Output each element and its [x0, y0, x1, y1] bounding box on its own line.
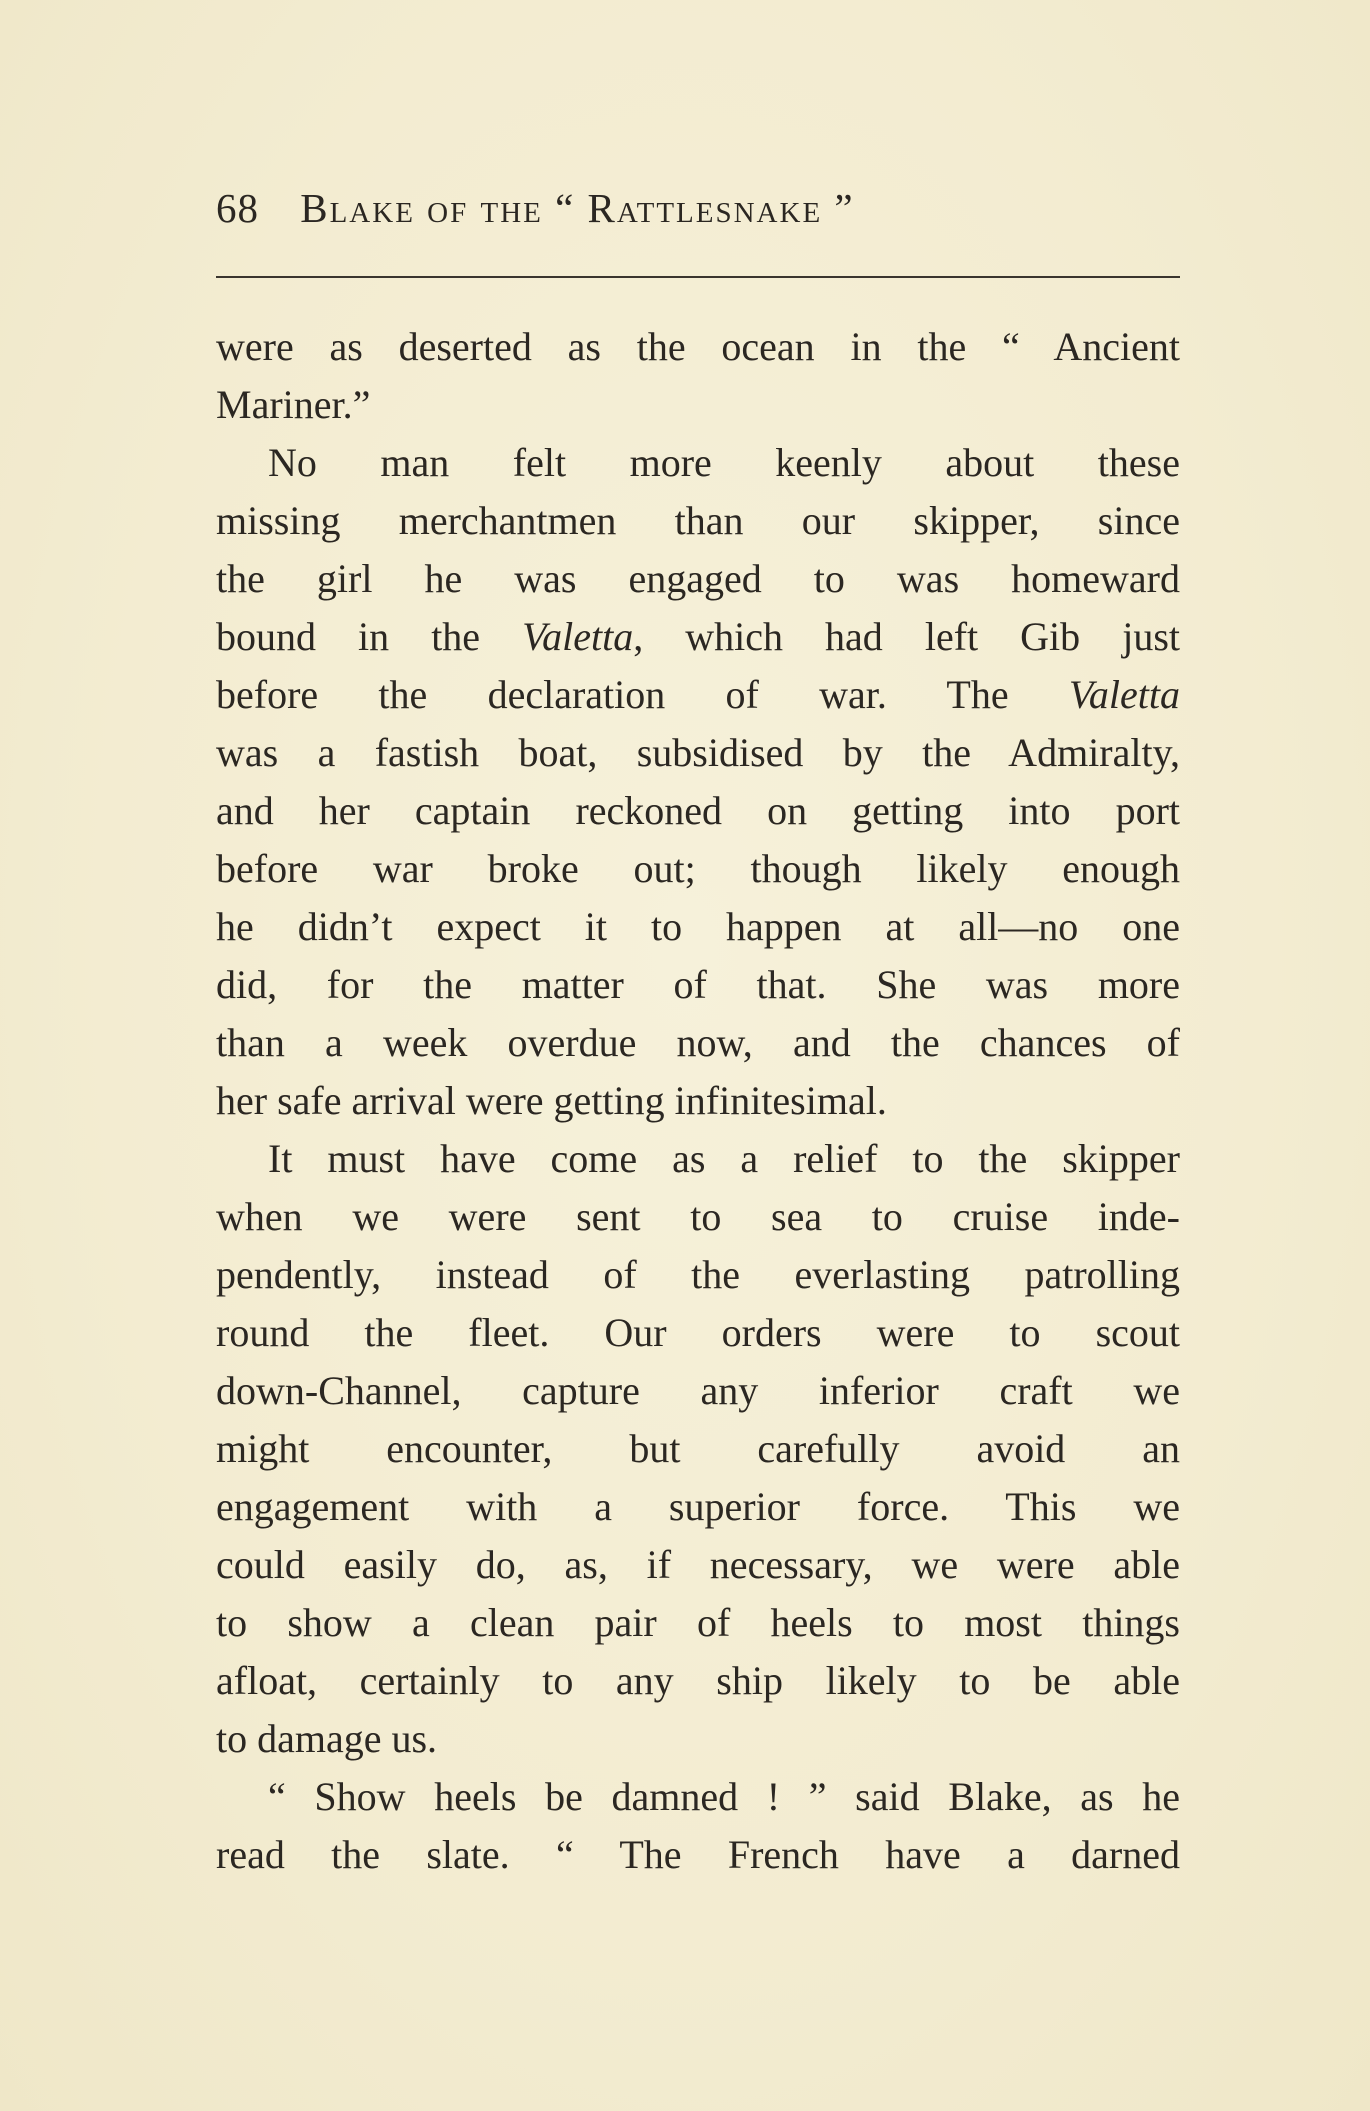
- text-line: the girl he was engaged to was homeward: [216, 556, 1180, 601]
- text-line: before war broke out; though likely enough: [216, 846, 1180, 891]
- text-line: than a week overdue now, and the chances of: [216, 1020, 1180, 1065]
- text-line: before the declaration of war. The Valetta: [216, 672, 1180, 717]
- text-line: when we were sent to sea to cruise inde-: [216, 1194, 1180, 1239]
- text-line: might encounter, but carefully avoid an: [216, 1426, 1180, 1471]
- text-line: were as deserted as the ocean in the “ Ancient: [216, 324, 1180, 369]
- text-line: No man felt more keenly about these: [268, 440, 1180, 485]
- text-line: afloat, certainly to any ship likely to be able: [216, 1658, 1180, 1703]
- text-line: engagement with a superior force. This we: [216, 1484, 1180, 1529]
- text-line: round the fleet. Our orders were to scout: [216, 1310, 1180, 1355]
- text-line: pendently, instead of the everlasting patrolling: [216, 1252, 1180, 1297]
- text-line: her safe arrival were getting infinitesimal.: [216, 1078, 887, 1123]
- text-line: to show a clean pair of heels to most things: [216, 1600, 1180, 1645]
- text-line: did, for the matter of that. She was more: [216, 962, 1180, 1007]
- text-line: and her captain reckoned on getting into port: [216, 788, 1180, 833]
- text-line: “ Show heels be damned ! ” said Blake, as he: [268, 1774, 1180, 1819]
- text-line: could easily do, as, if necessary, we were able: [216, 1542, 1180, 1587]
- text-line: to damage us.: [216, 1716, 438, 1761]
- text-line: was a fastish boat, subsidised by the Admiralty,: [216, 730, 1180, 775]
- running-header: [216, 178, 1176, 238]
- text-line: missing merchantmen than our skipper, since: [216, 498, 1180, 543]
- text-line: Mariner.”: [216, 382, 371, 427]
- text-line: It must have come as a relief to the skipper: [268, 1136, 1180, 1181]
- running-title: Blake of the “ Rattlesnake ”: [300, 185, 855, 231]
- text-line: down-Channel, capture any inferior craft we: [216, 1368, 1180, 1413]
- text-line: read the slate. “ The French have a darned: [216, 1832, 1180, 1877]
- text-line: he didn’t expect it to happen at all—no one: [216, 904, 1180, 949]
- page-number: 68: [216, 185, 259, 231]
- text-line: bound in the Valetta, which had left Gib just: [216, 614, 1180, 659]
- body-text: [216, 318, 1180, 1884]
- header-rule: [216, 276, 1180, 278]
